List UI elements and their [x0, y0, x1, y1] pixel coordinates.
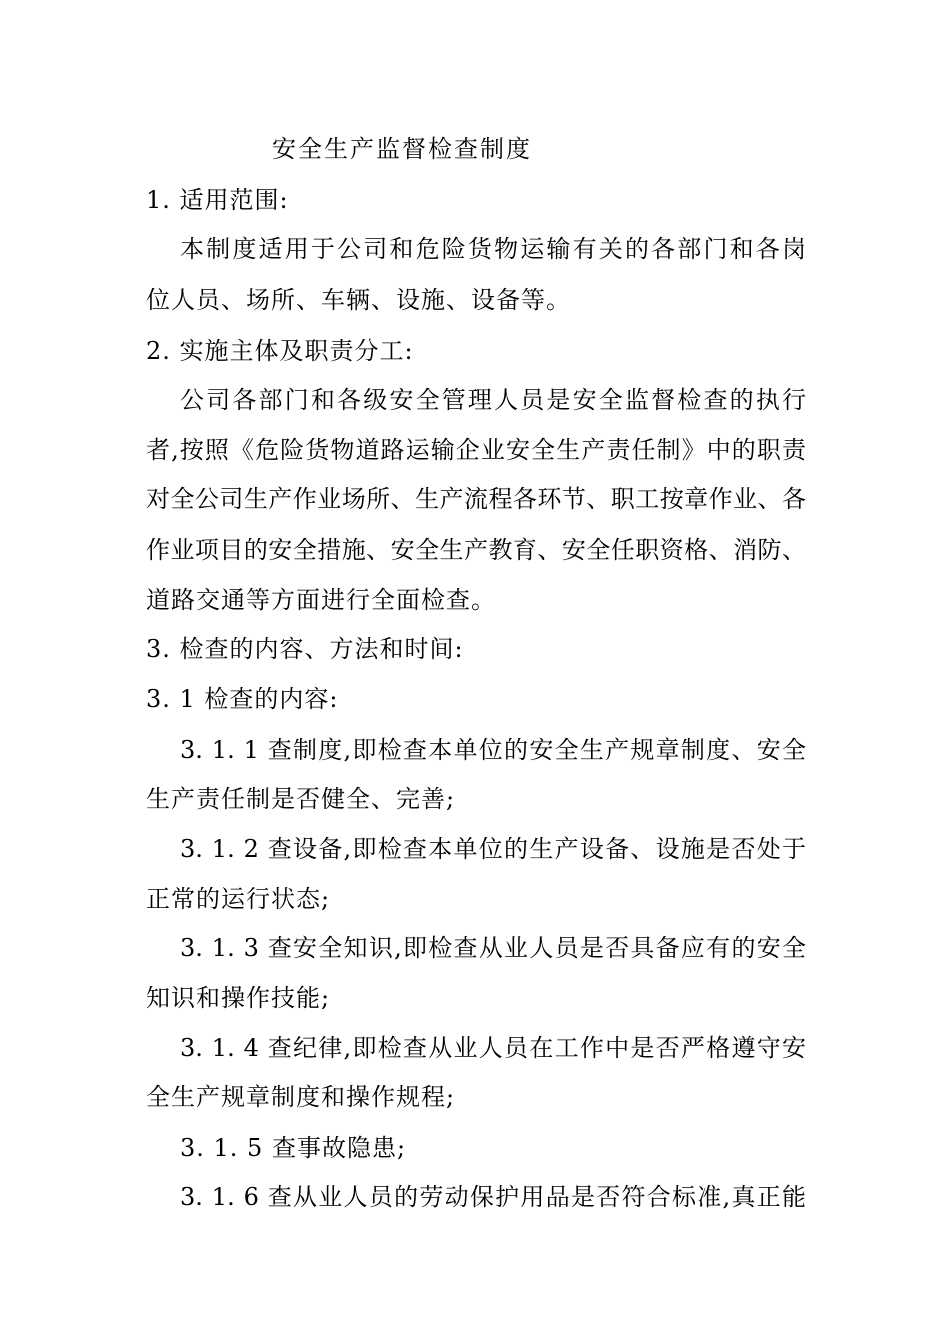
section-heading: 2. 实施主体及职责分工:	[146, 337, 414, 365]
section-heading: 3. 检查的内容、方法和时间:	[146, 635, 464, 663]
subsection-heading: 3. 1 检查的内容:	[146, 685, 339, 713]
paragraph-line: 位人员、场所、车辆、设施、设备等。	[146, 286, 571, 314]
list-item-line: 3. 1. 3 查安全知识,即检查从业人员是否具备应有的安全	[180, 934, 806, 962]
list-item-line: 3. 1. 4 查纪律,即检查从业人员在工作中是否严格遵守安	[180, 1034, 806, 1062]
paragraph-line: 公司各部门和各级安全管理人员是安全监督检查的执行	[180, 386, 806, 414]
paragraph-line: 作业项目的安全措施、安全生产教育、安全任职资格、消防、	[146, 536, 806, 564]
list-item-line: 3. 1. 2 查设备,即检查本单位的生产设备、设施是否处于	[180, 835, 806, 863]
paragraph-line: 道路交通等方面进行全面检查。	[146, 586, 496, 614]
paragraph-line: 本制度适用于公司和危险货物运输有关的各部门和各岗	[180, 235, 806, 263]
list-item-line: 生产责任制是否健全、完善;	[146, 785, 456, 813]
list-item-line: 全生产规章制度和操作规程;	[146, 1083, 456, 1111]
paragraph-line: 者,按照《危险货物道路运输企业安全生产责任制》中的职责	[146, 436, 806, 464]
section-heading: 1. 适用范围:	[146, 186, 289, 214]
paragraph-line: 对全公司生产作业场所、生产流程各环节、职工按章作业、各	[146, 485, 806, 513]
list-item-line: 3. 1. 5 查事故隐患;	[180, 1134, 407, 1162]
list-item-line: 知识和操作技能;	[146, 984, 331, 1012]
list-item-line: 3. 1. 6 查从业人员的劳动保护用品是否符合标准,真正能	[180, 1183, 806, 1211]
list-item-line: 3. 1. 1 查制度,即检查本单位的安全生产规章制度、安全	[180, 736, 806, 764]
list-item-line: 正常的运行状态;	[146, 885, 331, 913]
document-title: 安全生产监督检查制度	[272, 135, 532, 163]
